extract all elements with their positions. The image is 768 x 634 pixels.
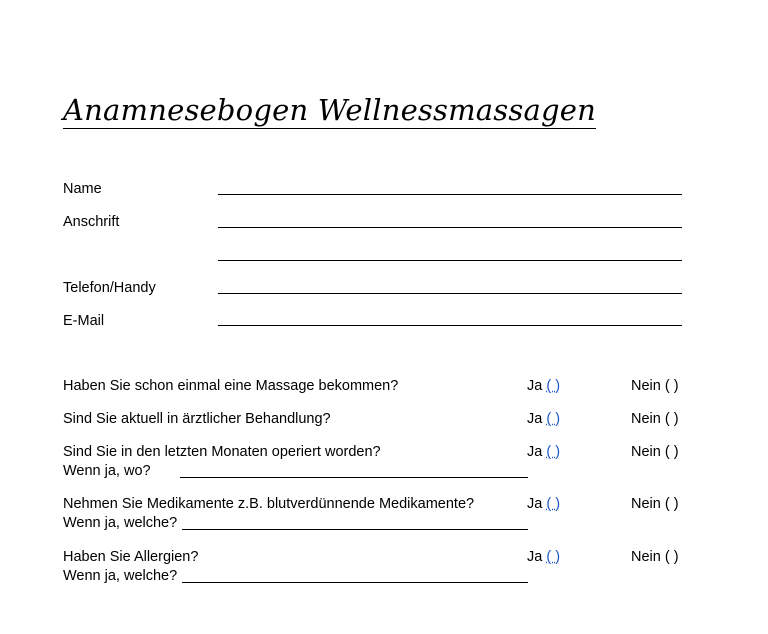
yes-checkbox[interactable]: ( ) <box>546 549 561 565</box>
yes-checkbox[interactable]: ( ) <box>546 444 561 460</box>
question-massage: Haben Sie schon einmal eine Massage bekommen? <box>63 378 399 394</box>
form-title: Anamnesebogen Wellnessmassagen <box>63 93 596 127</box>
address-field-line-1[interactable] <box>218 227 682 228</box>
question-allergies: Haben Sie Allergien? <box>63 549 199 565</box>
yes-option-massage[interactable]: Ja ( ) <box>527 378 561 394</box>
no-option-allergies[interactable]: Nein ( ) <box>631 549 679 565</box>
yes-option-medication[interactable]: Ja ( ) <box>527 496 561 512</box>
name-label: Name <box>63 181 102 197</box>
address-label: Anschrift <box>63 214 120 230</box>
question-treatment: Sind Sie aktuell in ärztlicher Behandlung? <box>63 411 331 427</box>
surgery-followup-field[interactable] <box>180 477 528 478</box>
no-option-massage[interactable]: Nein ( ) <box>631 378 679 394</box>
email-field[interactable] <box>218 325 682 326</box>
yes-option-surgery[interactable]: Ja ( ) <box>527 444 561 460</box>
yes-option-treatment[interactable]: Ja ( ) <box>527 411 561 427</box>
name-field[interactable] <box>218 194 682 195</box>
yes-checkbox[interactable]: ( ) <box>546 496 561 512</box>
medication-followup-label: Wenn ja, welche? <box>63 515 178 531</box>
question-medication: Nehmen Sie Medikamente z.B. blutverdünnende Medikamente? <box>63 496 475 512</box>
surgery-followup-label: Wenn ja, wo? <box>63 463 151 479</box>
no-option-surgery[interactable]: Nein ( ) <box>631 444 679 460</box>
question-surgery: Sind Sie in den letzten Monaten operiert worden? <box>63 444 381 460</box>
email-label: E-Mail <box>63 313 105 329</box>
yes-checkbox[interactable]: ( ) <box>546 411 561 427</box>
no-option-medication[interactable]: Nein ( ) <box>631 496 679 512</box>
no-option-treatment[interactable]: Nein ( ) <box>631 411 679 427</box>
address-field-line-2[interactable] <box>218 260 682 261</box>
yes-checkbox[interactable]: ( ) <box>546 378 561 394</box>
phone-label: Telefon/Handy <box>63 280 156 296</box>
allergies-followup-label: Wenn ja, welche? <box>63 568 178 584</box>
phone-field[interactable] <box>218 293 682 294</box>
medication-followup-field[interactable] <box>182 529 528 530</box>
allergies-followup-field[interactable] <box>182 582 528 583</box>
yes-option-allergies[interactable]: Ja ( ) <box>527 549 561 565</box>
